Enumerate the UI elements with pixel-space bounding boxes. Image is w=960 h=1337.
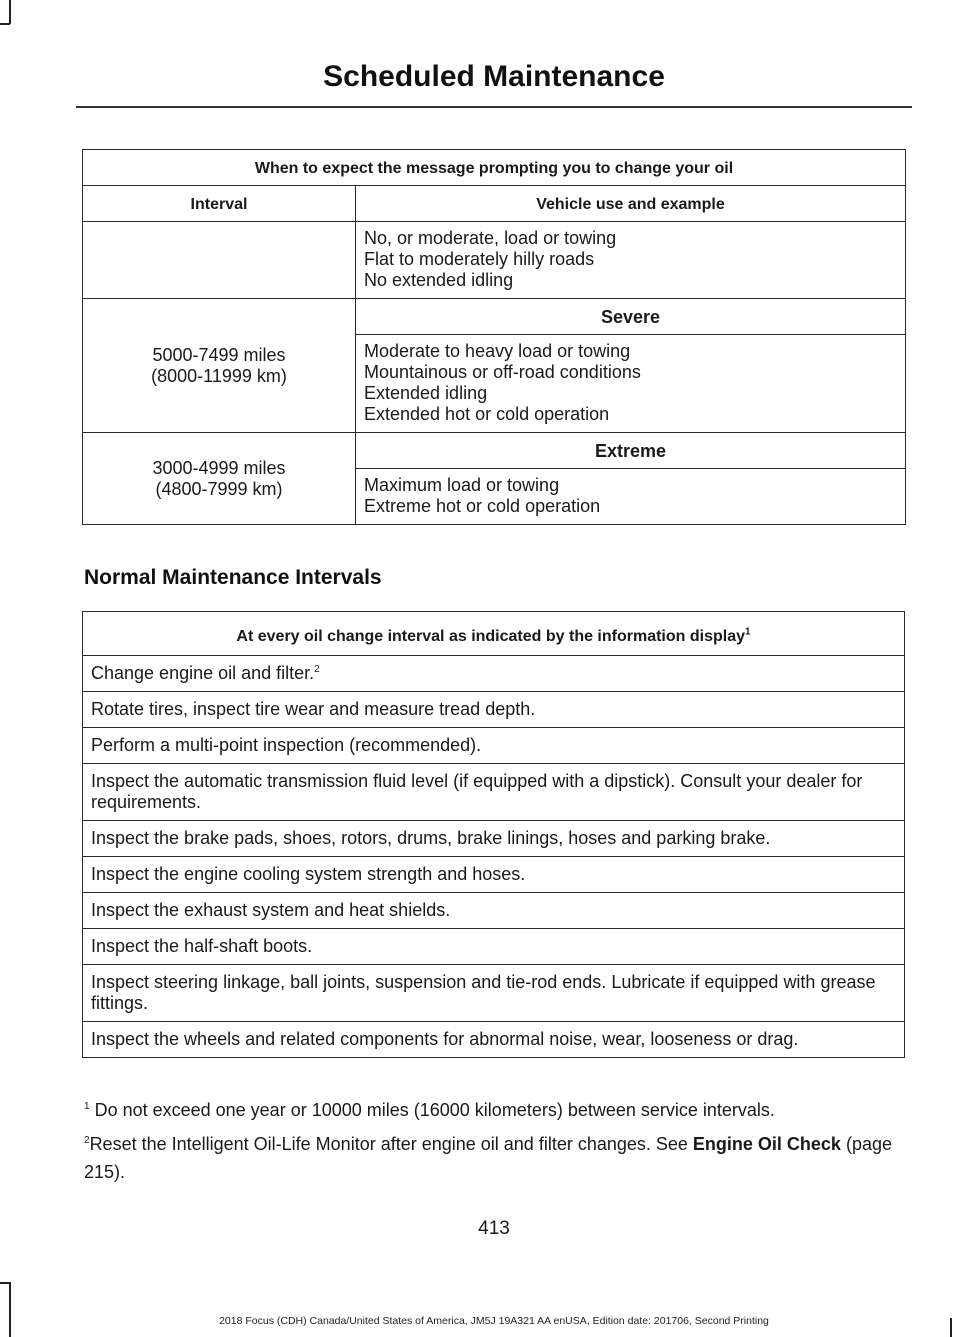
use-cell-extreme: [356, 469, 906, 525]
footnote-ref: 1: [745, 626, 751, 638]
interval-miles: 3000-4999 miles: [152, 457, 286, 478]
table-row: Inspect the brake pads, shoes, rotors, drums, brake linings, hoses and parking brake.: [83, 821, 905, 857]
crop-mark: [9, 0, 11, 24]
use-line: No, or moderate, load or towing: [364, 228, 617, 248]
use-line: Mountainous or off-road conditions: [364, 362, 641, 382]
edition-footer: 2018 Focus (CDH) Canada/United States of America, JM5J 19A321 AA enUSA, Edition date: 201706, Second Printing: [219, 1315, 769, 1327]
table-row: Perform a multi-point inspection (recommended).: [83, 728, 905, 764]
table-row: Inspect the engine cooling system strength and hoses.: [83, 857, 905, 893]
page-number: 413: [478, 1218, 510, 1239]
use-line: Extended idling: [364, 383, 488, 403]
table-row: Inspect steering linkage, ball joints, suspension and tie-rod ends. Lubricate if equipped with grease fittings.: [83, 965, 905, 1022]
table-row: Inspect the automatic transmission fluid level (if equipped with a dipstick). Consult your dealer for requirements.: [83, 764, 905, 821]
interval-km: (4800-7999 km): [155, 478, 283, 499]
use-line: Extended hot or cold operation: [364, 404, 610, 424]
section-heading: Normal Maintenance Intervals: [84, 566, 382, 589]
footnote-2: [84, 1130, 914, 1186]
table-row-severe-label: [83, 299, 906, 335]
page-reference: (page 215).: [84, 1134, 892, 1182]
column-header-interval: Interval: [83, 186, 356, 222]
interval-cell-empty: [83, 222, 356, 299]
table-row-extreme-label: [83, 433, 906, 469]
table-row: [83, 656, 905, 692]
title-divider: [76, 106, 912, 108]
row-text: Change engine oil and filter.: [91, 663, 315, 683]
crop-mark: [0, 1282, 10, 1284]
interval-cell-extreme: [83, 433, 356, 525]
footnote-text: Reset the Intelligent Oil-Life Monitor after engine oil and filter changes. See: [89, 1134, 693, 1154]
use-line: Flat to moderately hilly roads: [364, 249, 595, 269]
use-cell-normal: [356, 222, 906, 299]
interval-cell-severe: [83, 299, 356, 433]
crop-mark: [0, 23, 10, 25]
maintenance-table: [82, 611, 905, 1058]
crop-mark: [9, 1282, 11, 1337]
footnote-text: Do not exceed one year or 10000 miles (16000 kilometers) between service intervals.: [89, 1100, 775, 1120]
page-title: Scheduled Maintenance: [323, 60, 665, 93]
use-line: Moderate to heavy load or towing: [364, 341, 631, 361]
use-cell-severe: [356, 335, 906, 433]
oil-change-table: [82, 149, 906, 525]
footnote-mark: 2: [84, 1135, 90, 1146]
interval-miles: 5000-7499 miles: [152, 344, 286, 365]
table-row: Inspect the half-shaft boots.: [83, 929, 905, 965]
footnote-1: [84, 1096, 914, 1124]
severity-label-severe: Severe: [356, 299, 906, 335]
cross-reference-link[interactable]: Engine Oil Check: [692, 1134, 841, 1154]
interval-km: (8000-11999 km): [151, 365, 287, 386]
oil-table-caption: When to expect the message prompting you to change your oil: [83, 150, 906, 186]
use-line: No extended idling: [364, 270, 514, 290]
column-header-vehicle-use: Vehicle use and example: [356, 186, 906, 222]
use-line: Extreme hot or cold operation: [364, 496, 601, 516]
table-row: Inspect the wheels and related components for abnormal noise, wear, looseness or drag.: [83, 1022, 905, 1058]
table-row: Rotate tires, inspect tire wear and measure tread depth.: [83, 692, 905, 728]
header-text: At every oil change interval as indicated by the information display: [236, 628, 745, 645]
severity-label-extreme: Extreme: [356, 433, 906, 469]
table-row-normal: [83, 222, 906, 299]
use-line: Maximum load or towing: [364, 475, 560, 495]
maintenance-table-header: [83, 612, 905, 656]
footnote-mark: 1: [84, 1101, 90, 1112]
footnote-ref: 2: [314, 664, 320, 675]
table-row: Inspect the exhaust system and heat shields.: [83, 893, 905, 929]
